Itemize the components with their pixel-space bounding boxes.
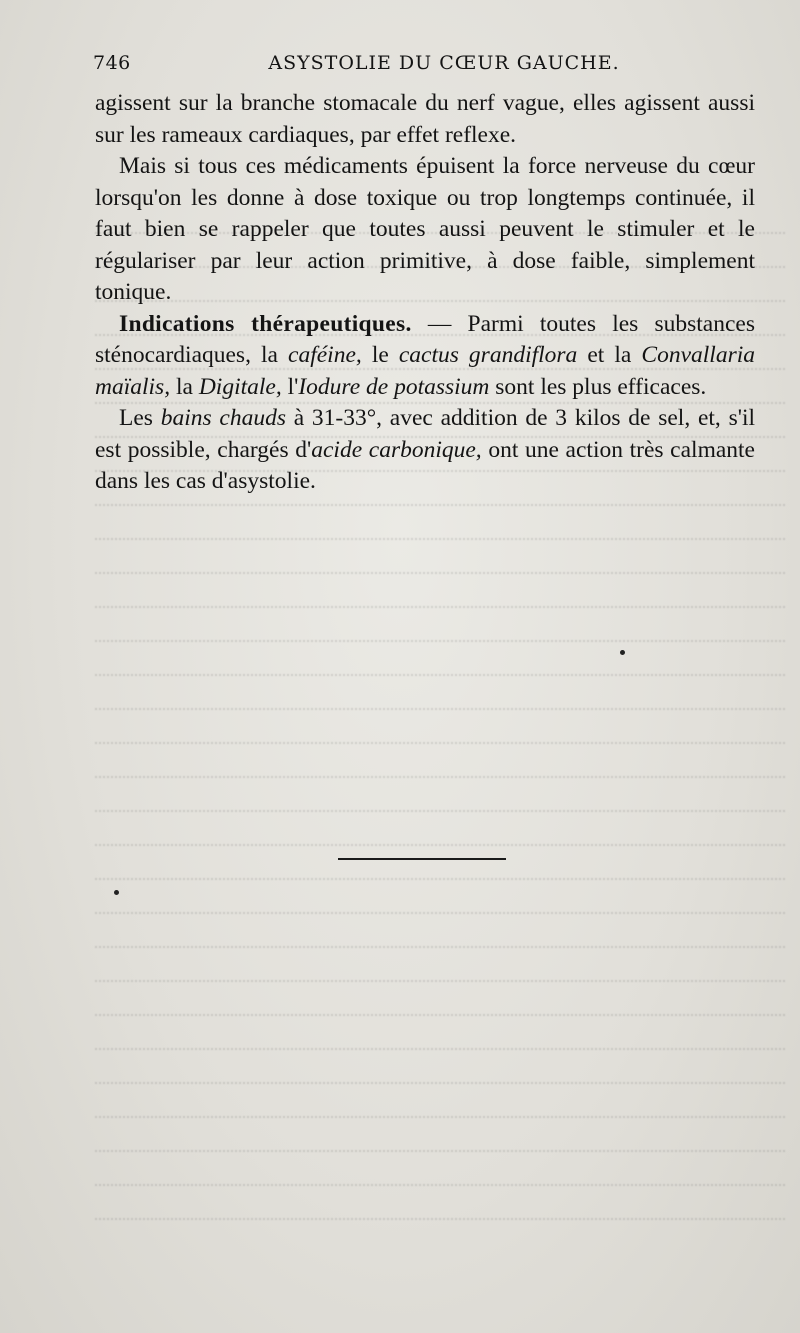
end-rule xyxy=(338,858,506,860)
italic-term: Convallaria maïalis, xyxy=(95,342,755,400)
italic-term: Iodure de potassium xyxy=(298,373,490,400)
body-text xyxy=(95,88,755,498)
paragraph-continuation: agissent sur la branche stomacale du nerf vague, elles agissent aussi sur les rameaux cardiaques, par effet reflexe. xyxy=(95,90,755,148)
text-run: ont une action très calmante dans les cas d'asystolie. xyxy=(95,436,755,494)
running-header xyxy=(93,50,755,82)
text-run: Les xyxy=(119,405,161,431)
ink-speck xyxy=(620,650,625,655)
paragraph-bains xyxy=(95,403,755,498)
text-run: — Parmi toutes les substances sténocardiaques, la xyxy=(95,310,755,368)
running-title: ASYSTOLIE DU CŒUR GAUCHE. xyxy=(268,52,620,74)
text-run: la xyxy=(170,373,199,400)
text-run: et la xyxy=(577,342,642,368)
paragraph-indications xyxy=(95,309,755,404)
text-run: l' xyxy=(281,373,299,400)
paragraph-medicaments: Mais si tous ces médicaments épuisent la force nerveuse du cœur lorsqu'on les donne à dose toxique ou trop longtemps continuée, il faut bien se rappeler que toutes aussi peuvent le stimuler et le régulariser par leur action primitive, à dose faible, simplement tonique. xyxy=(95,153,755,305)
text-run: sont les plus efficaces. xyxy=(489,373,707,400)
italic-term: acide carbonique, xyxy=(311,436,482,463)
italic-term: caféine, xyxy=(288,342,362,368)
text-run: le xyxy=(361,342,399,368)
italic-term: Digitale, xyxy=(198,373,282,400)
page-number: 746 xyxy=(93,52,131,74)
italic-term: bains chauds xyxy=(160,405,286,431)
text-run: à 31-33°, avec addition de 3 kilos de sel, et, s'il est possible, chargés d' xyxy=(95,405,756,463)
ink-speck xyxy=(114,890,119,895)
section-heading: Indications thérapeutiques. xyxy=(119,310,412,337)
italic-term: cactus grandiflora xyxy=(398,342,578,368)
